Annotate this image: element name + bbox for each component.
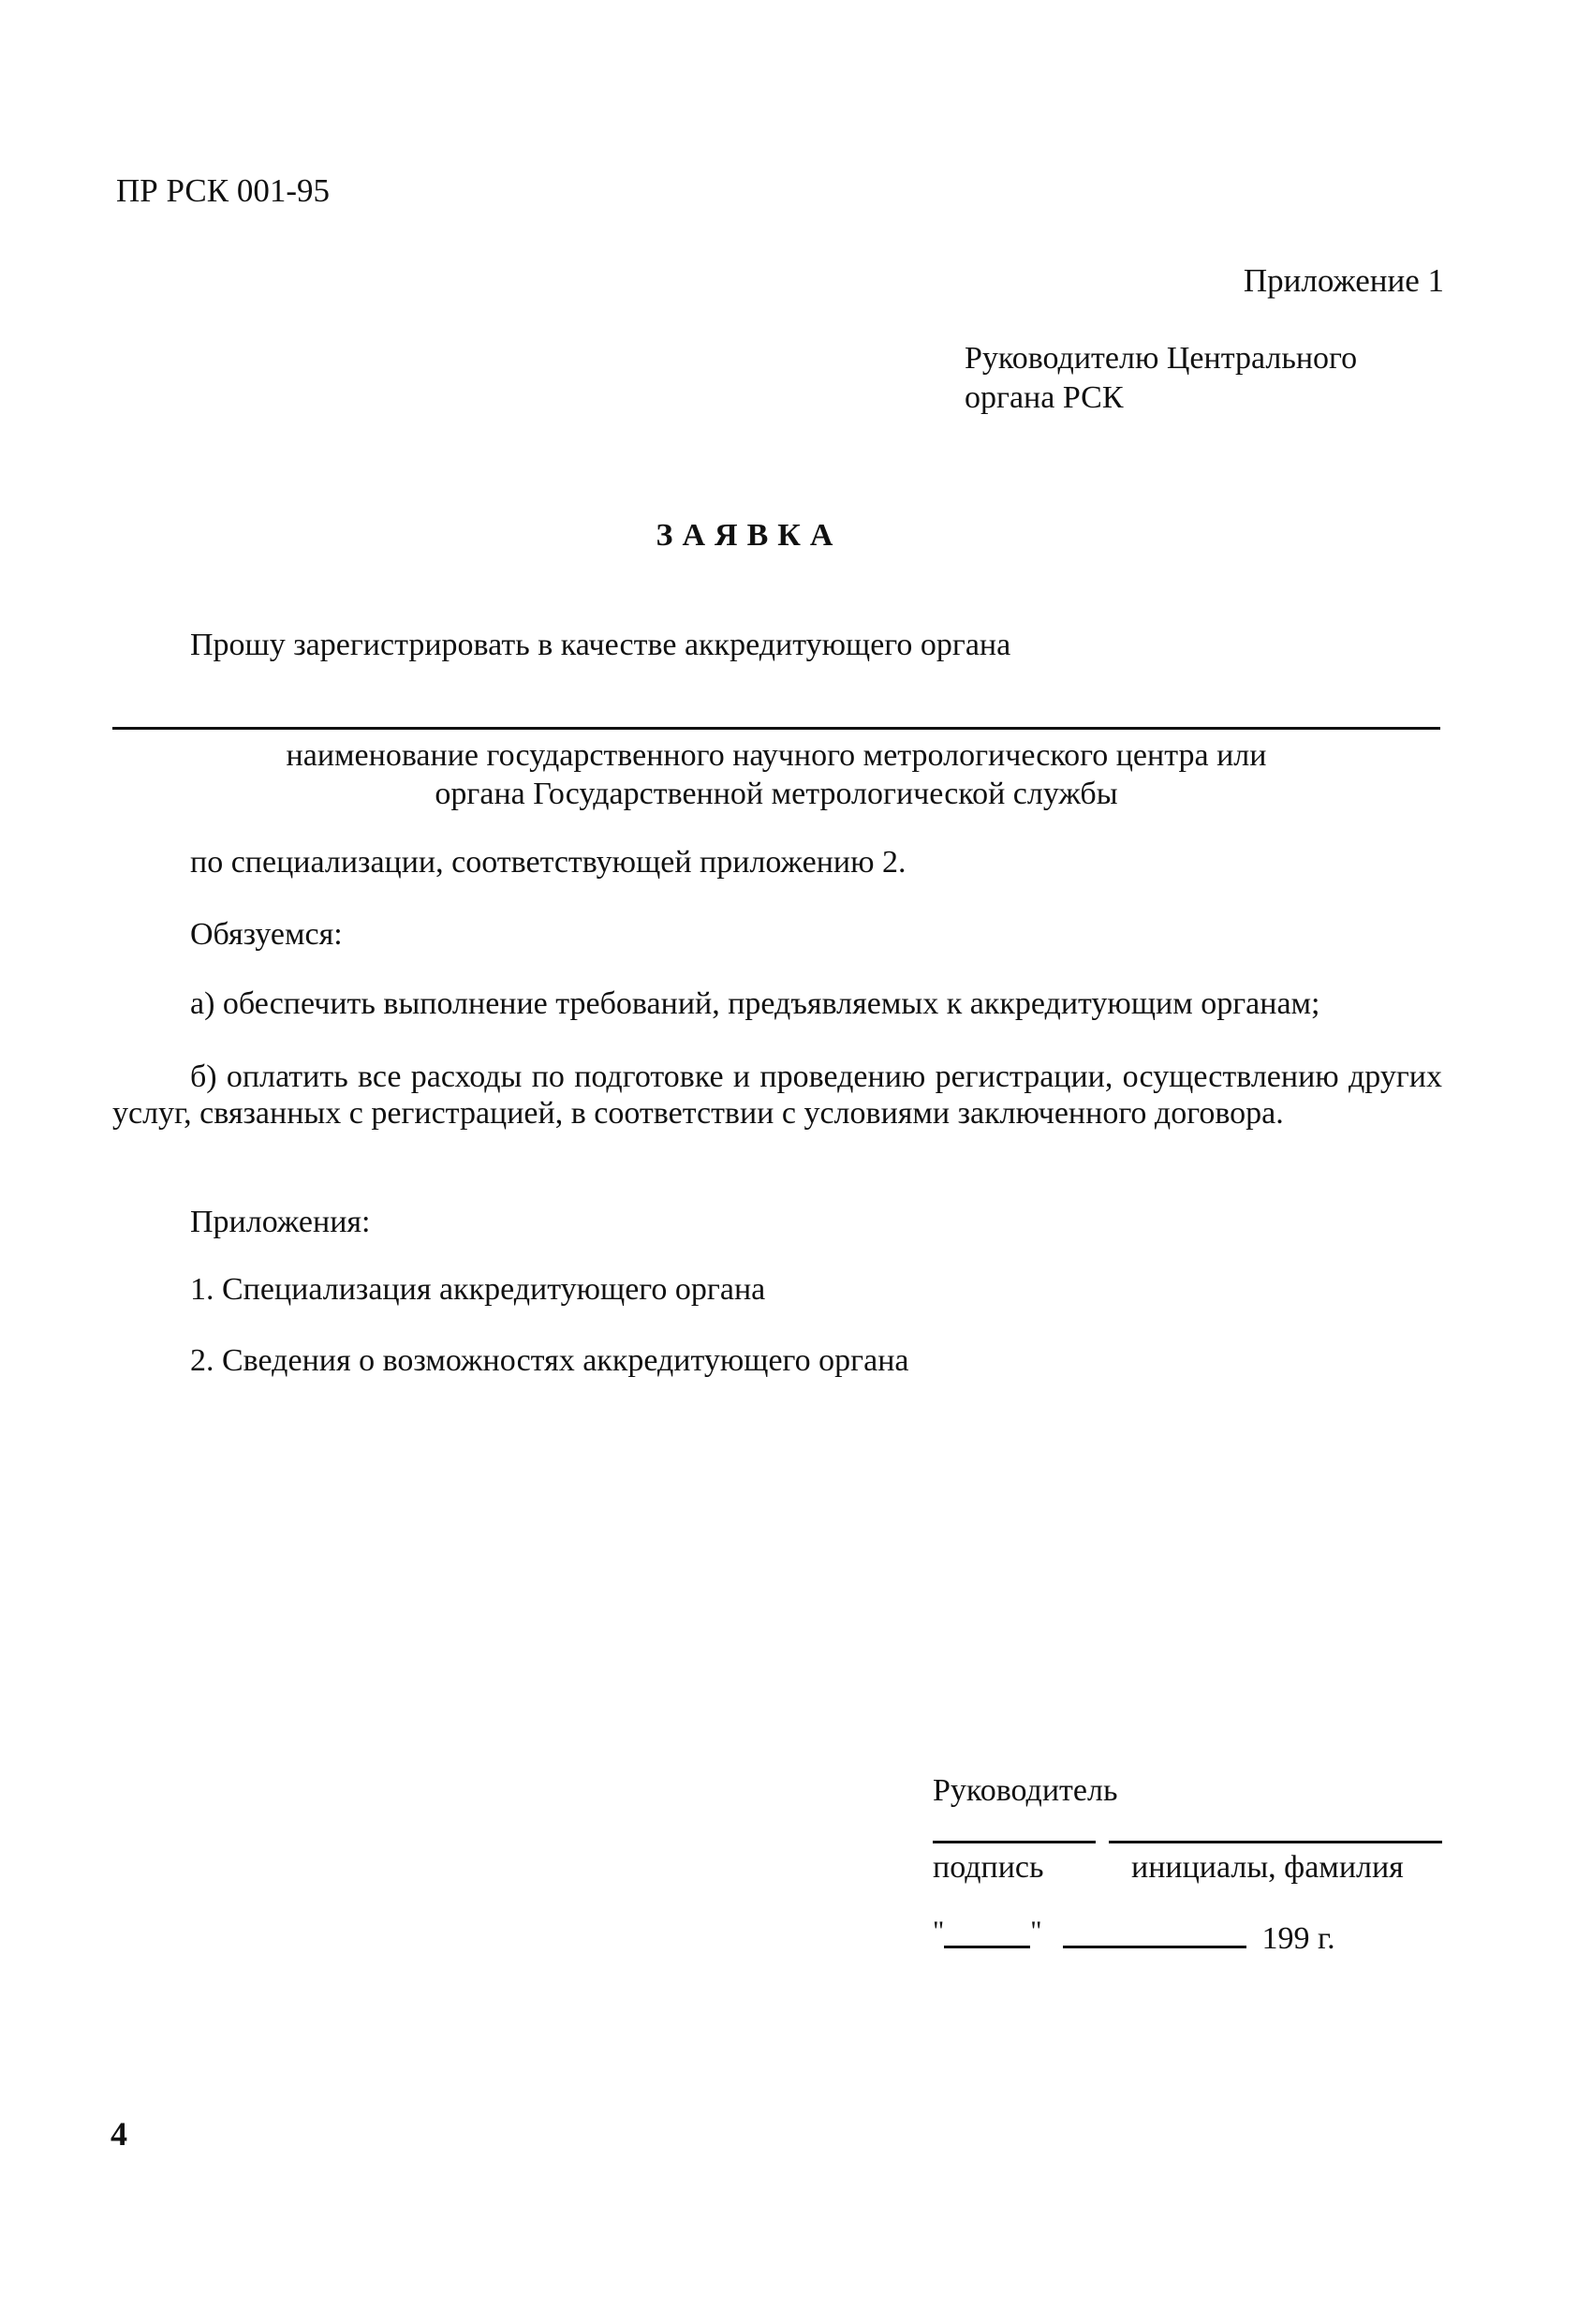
year-suffix: 199 г. [1261,1921,1335,1956]
attachment-item: 2. Сведения о возможностях аккредитующего органа [190,1343,909,1378]
appendix-label: Приложение 1 [1243,262,1444,299]
caption-line: наименование государственного научного метрологического центра или [286,738,1267,773]
month-blank-line [1063,1917,1246,1948]
commitment-item: а) обеспечить выполнение требований, предъявляемых к аккредитующим органам; [190,986,1320,1021]
organization-name-caption [112,736,1440,813]
attachments-heading: Приложения: [190,1205,371,1239]
addressee-line: органа РСК [965,380,1124,415]
specialization-text: по специализации, соответствующей приложению 2. [190,845,907,880]
signature-caption: подпись [933,1850,1044,1885]
signer-title: Руководитель [933,1773,1118,1808]
quote-close: " [1030,1916,1042,1947]
organization-name-blank-line [112,727,1440,730]
page-number: 4 [111,2115,127,2153]
addressee-line: Руководителю Центрального [965,341,1358,376]
signature-blank-line [933,1841,1096,1843]
attachment-item: 1. Специализация аккредитующего органа [190,1272,766,1307]
addressee-block [965,339,1357,418]
day-blank-line [944,1917,1030,1948]
date-row [933,1917,1335,1955]
commitments-heading: Обязуемся: [190,917,343,952]
request-text: Прошу зарегистрировать в качестве аккредитующего органа [190,628,1011,662]
quote-open: " [933,1916,945,1947]
commitment-item: б) оплатить все расходы по подготовке и проведению регистрации, осуществлению других услуг, связанных с регистрацией, в соответствии с условиями заключенного договора. [112,1059,1442,1131]
document-code: ПР РСК 001-95 [116,172,330,209]
caption-line: органа Государственной метрологической службы [435,777,1118,811]
initials-caption: инициалы, фамилия [1131,1850,1404,1885]
document-title: ЗАЯВКА [656,518,843,553]
initials-blank-line [1109,1841,1442,1843]
